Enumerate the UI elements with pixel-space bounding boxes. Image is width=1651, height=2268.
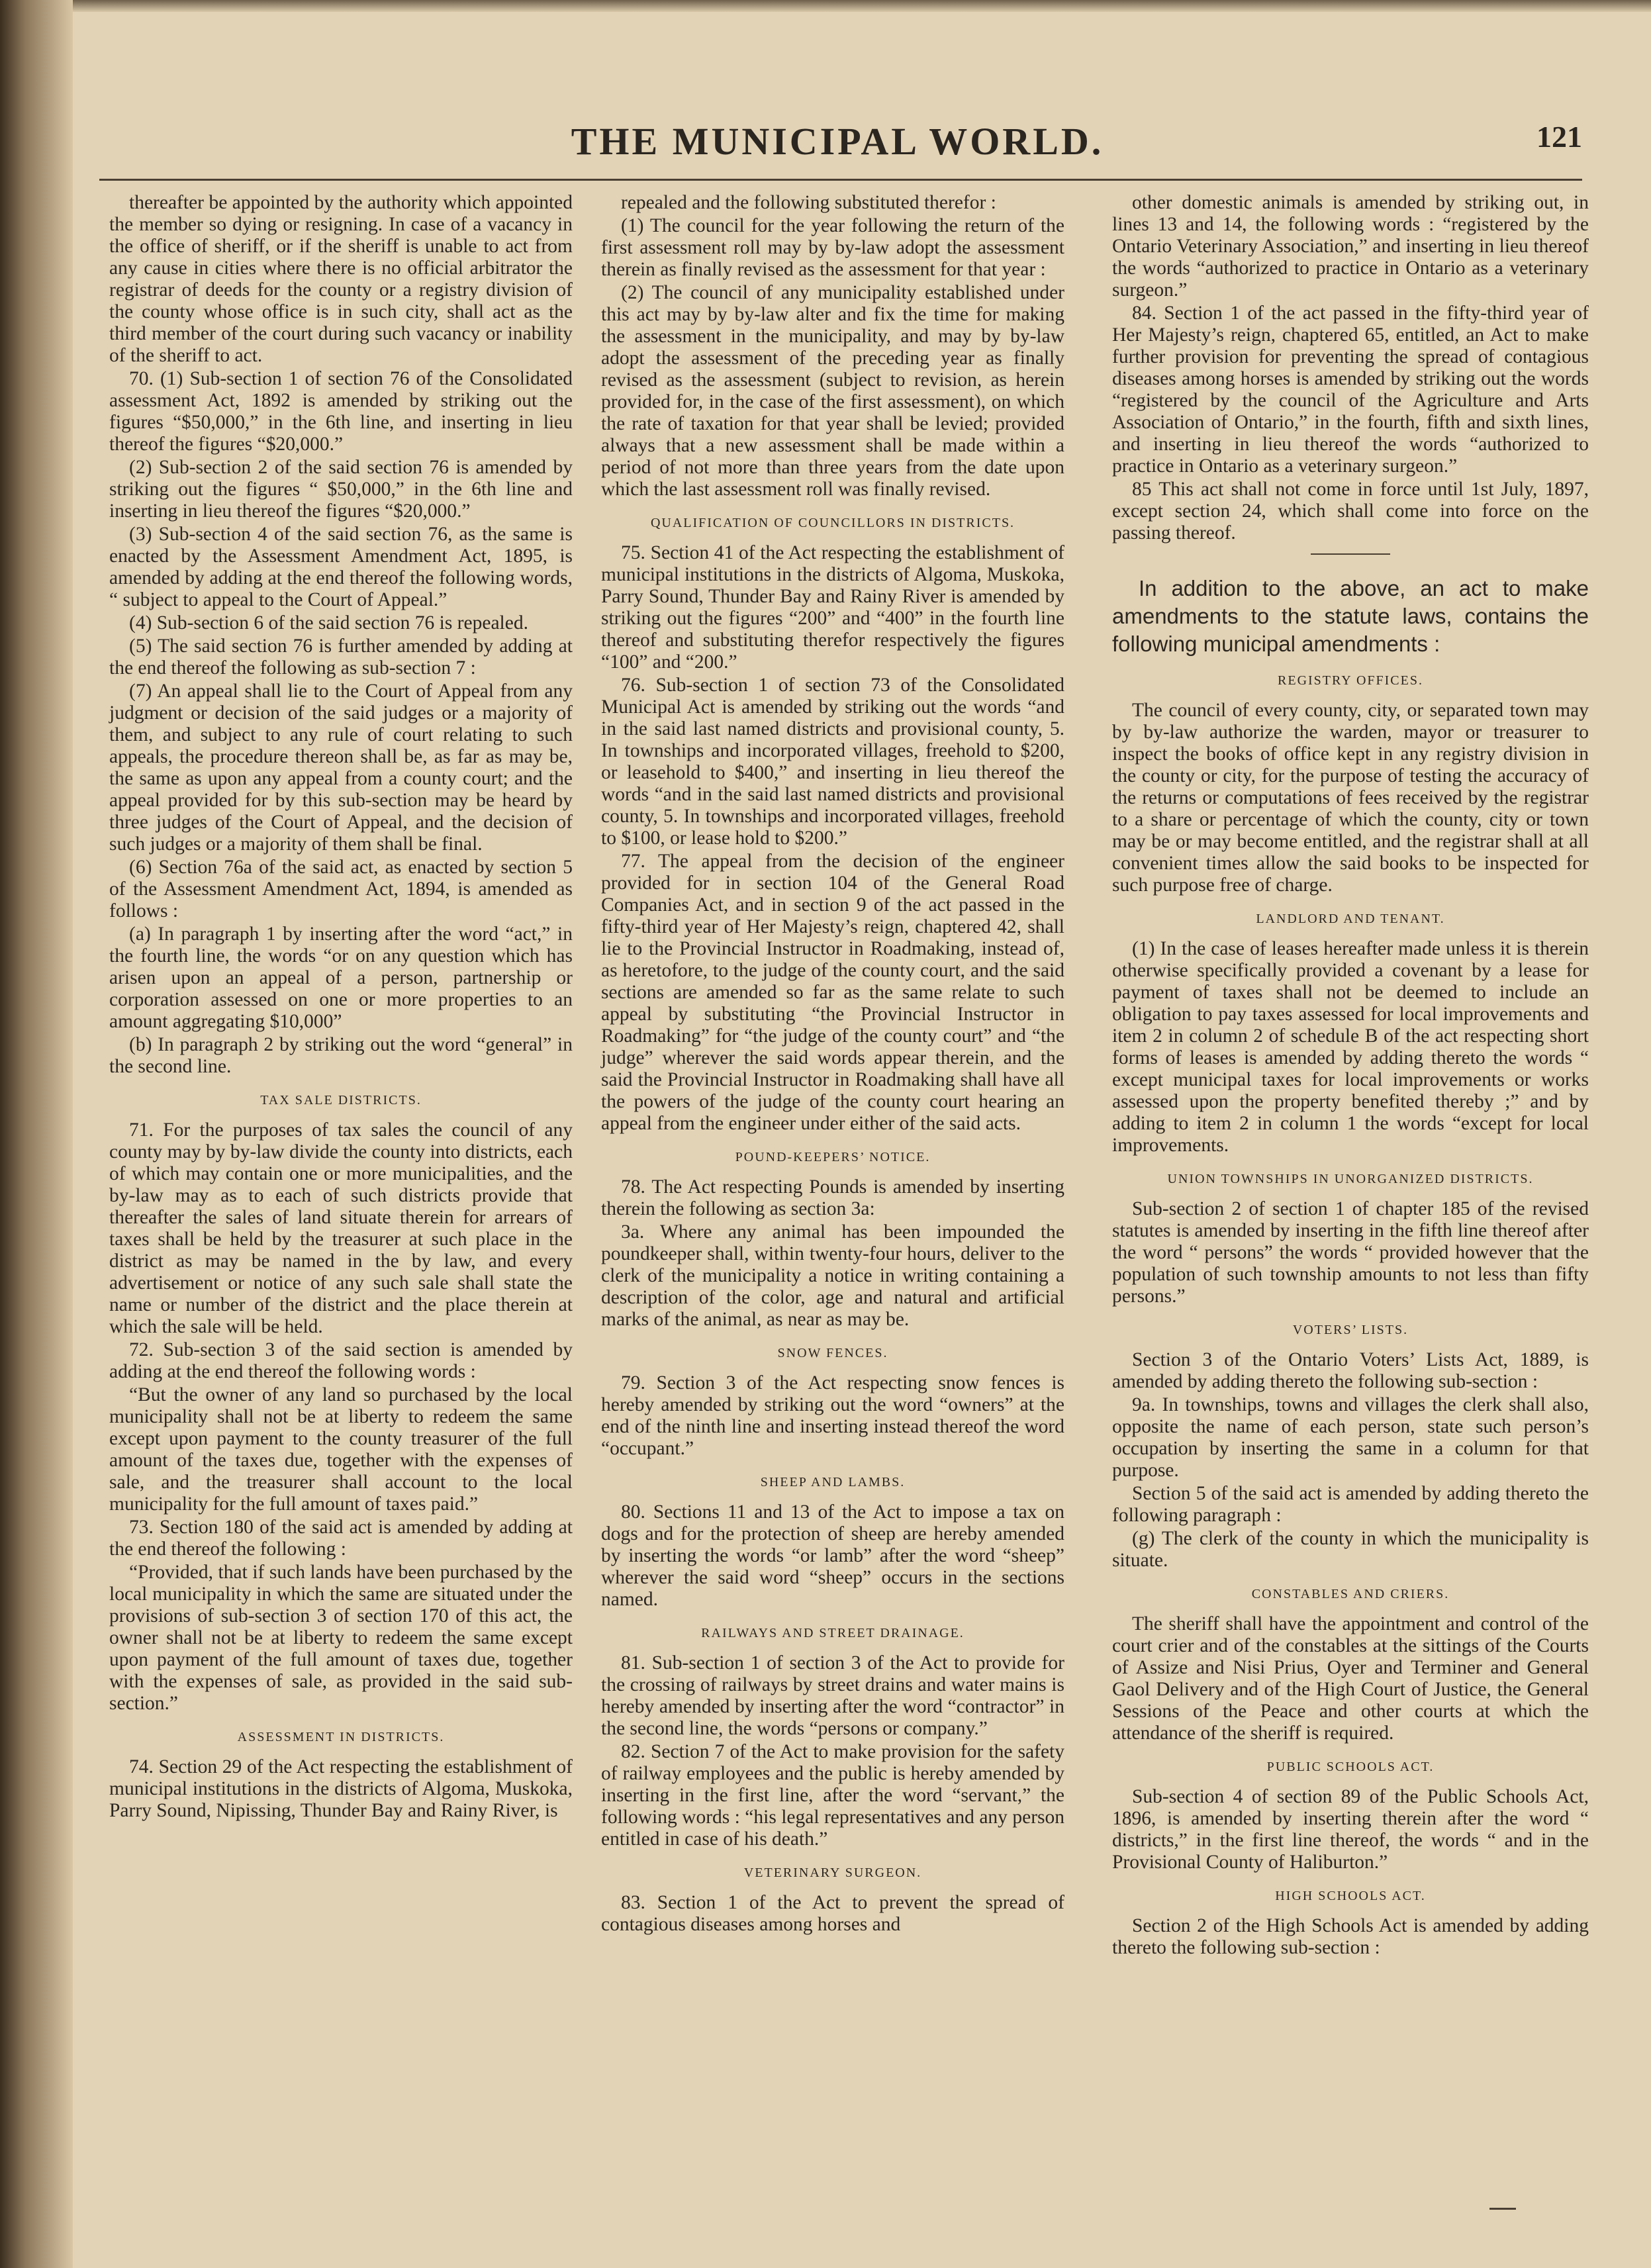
paragraph: 84. Section 1 of the act passed in the fifty-third year of Her Majesty’s reign, chaptered 65, entitled, an Act to make further provision for preventing the spread of contagious diseases among horses is amended by striking out the words “registered by the council of the Agriculture and Arts Association of Ontario,” in the fourth, fifth and sixth lines, and inserting in lieu thereof the words “authorized to practice in Ontario as a veterinary surgeon.” [1112, 303, 1589, 477]
lead-paragraph: In addition to the above, an act to make amendments to the statute laws, contains the following municipal amendments : [1112, 576, 1589, 656]
paragraph: The council of every county, city, or separated town may by by-law authorize the warden, mayor or treasurer to inspect the books of office kept in any registry division in the county or city, for the purpose of testing the accuracy of the returns or computations of fees received by the registrar to a share or percentage of which the county, city or town may be or may become entitled, and the registrar shall at all convenient times allow the said books to be inspected for such purpose free of charge. [1112, 700, 1589, 896]
paragraph: 82. Section 7 of the Act to make provision for the safety of railway employees and the public is hereby amended by inserting in the first line, after the word “servant,” the following words : “his legal representatives and any person entitled in case of his death.” [601, 1741, 1064, 1850]
paragraph: (4) Sub-section 6 of the said section 76 is repealed. [129, 612, 528, 634]
paragraph: 71. For the purposes of tax sales the council of any county may by by-law divide the county into districts, each of which may contain one or more municipalities, and the by-law may as to each of such districts provide that thereafter the sales of land situate therein for arrears of taxes shall be held by the treasurer at such place in the district as may be named in the by law, and every advertisement or notice of any such sale shall state the name or number of the district and the place therein at which the sale will be held. [109, 1119, 573, 1337]
paragraph: 77. The appeal from the decision of the engineer provided for in section 104 of the General Road Companies Act, and in section 9 of the act passed in the fifty-third year of Her Majesty’s reign, chaptered 42, shall lie to the Provincial Instructor in Roadmaking, instead of, as heretofore, to the judge of the county court, and the said sections are amended so far as the same relate to such appeal by substituting “the Provincial Instructor in Roadmaking” for “the judge of the county court” and “the judge” wherever the said words appear therein, and the said the Provincial Instructor in Roadmaking shall have all the powers of the judge of the county court hearing an appeal from the engineer under either of the said acts. [601, 851, 1064, 1134]
paragraph: Section 5 of the said act is amended by adding thereto the following paragraph : [1112, 1483, 1589, 1526]
paragraph: (1) The council for the year following the return of the first assessment roll may by by-law adopt the assessment therein as finally revised as the assessment for that year : [601, 215, 1064, 280]
paragraph: (5) The said section 76 is further amended by adding at the end thereof the following as sub-section 7 : [109, 636, 573, 679]
paragraph: 78. The Act respecting Pounds is amended by inserting therein the following as section 3a: [601, 1176, 1064, 1219]
paragraph: repealed and the following substituted therefor : [621, 192, 996, 213]
paragraph: 9a. In townships, towns and villages the clerk shall also, opposite the name of each person, state such person’s occupation by inserting the same in a column for that purpose. [1112, 1394, 1589, 1481]
section-heading: POUND-KEEPERS’ NOTICE. [735, 1150, 931, 1164]
section-heading: CONSTABLES AND CRIERS. [1251, 1587, 1450, 1601]
column-left [109, 192, 573, 1823]
paragraph: (1) In the case of leases hereafter made unless it is therein otherwise specifically provided a covenant by a lease for payment of taxes shall not be deemed to include an obligation to pay taxes assessed for local improvements and item 2 in column 2 of schedule B of the act respecting short forms of leases is amended by adding thereto the words “ except municipal taxes for local improvements or works assessed upon the property benefited thereby ;” and by adding to item 2 in column 1 the words “except for local improvements. [1112, 938, 1589, 1156]
page-end-mark [1489, 2208, 1516, 2210]
binding-shadow [0, 0, 73, 2268]
page-header [93, 119, 1582, 172]
paragraph: (6) Section 76a of the said act, as enacted by section 5 of the Assessment Amendment Act, 1894, is amended as follows : [109, 857, 573, 921]
section-heading: HIGH SCHOOLS ACT. [1275, 1889, 1426, 1903]
section-heading: VOTERS’ LISTS. [1292, 1323, 1409, 1337]
section-heading: REGISTRY OFFICES. [1278, 673, 1423, 688]
paragraph: 79. Section 3 of the Act respecting snow fences is hereby amended by striking out the word “owners” at the end of the ninth line and inserting instead thereof the word “occupant.” [601, 1372, 1064, 1459]
paragraph: (g) The clerk of the county in which the municipality is situate. [1112, 1528, 1589, 1571]
page-title: THE MUNICIPAL WORLD. [571, 120, 1104, 163]
column-middle [601, 192, 1064, 1937]
paragraph: 80. Sections 11 and 13 of the Act to impose a tax on dogs and for the protection of sheep are hereby amended by inserting the words “or lamb” after the word “sheep” wherever the said word “sheep” occurs in the sections named. [601, 1501, 1064, 1610]
header-rule [99, 179, 1582, 181]
section-heading: TAX SALE DISTRICTS. [260, 1093, 422, 1108]
paragraph: 72. Sub-section 3 of the said section is amended by adding at the end thereof the following words : [109, 1339, 573, 1382]
section-heading: ASSESSMENT IN DISTRICTS. [237, 1730, 445, 1744]
paragraph: Sub-section 2 of section 1 of chapter 185 of the revised statutes is amended by inserting in the fifth line thereof after the word “ persons” the words “ provided however that the population of such township amounts to not less than fifty persons.” [1112, 1198, 1589, 1307]
paragraph: (7) An appeal shall lie to the Court of Appeal from any judgment or decision of the said judges or a majority of them, and subject to any rule of court relating to such appeals, the procedure thereon shall be, as far as may be, the same as upon any appeal from a county court; and the appeal provided for by this sub-section may be heard by three judges of the Court of Appeal, and the decision of such judges or a majority of them shall be final. [109, 681, 573, 855]
paragraph: 81. Sub-section 1 of section 3 of the Act to provide for the crossing of railways by street drains and water mains is hereby amended by inserting after the word “contractor” in the second line, the words “persons or company.” [601, 1652, 1064, 1739]
paragraph: 76. Sub-section 1 of section 73 of the Consolidated Municipal Act is amended by striking out the words “and in the said last named districts and provisional county, 5. In townships and incorporated villages, freehold to $200, or leasehold to $400,” and inserting in lieu thereof the words “and in the said last named districts and provisional county, 5. In townships and incorporated villages, freehold to $100, or lease hold to $200.” [601, 675, 1064, 849]
paragraph: (b) In paragraph 2 by striking out the word “general” in the second line. [109, 1034, 573, 1077]
section-divider [1311, 553, 1390, 555]
section-heading: VETERINARY SURGEON. [743, 1866, 922, 1880]
paragraph: (3) Sub-section 4 of the said section 76, as the same is enacted by the Assessment Amendment Act, 1895, is amended by adding at the end thereof the following words, “ subject to appeal to the Court of Appeal.” [109, 524, 573, 610]
paragraph: 83. Section 1 of the Act to prevent the spread of contagious diseases among horses and [601, 1892, 1064, 1935]
section-heading: SHEEP AND LAMBS. [760, 1475, 906, 1489]
paragraph: (a) In paragraph 1 by inserting after the word “act,” in the fourth line, the words “or on any question which has arisen upon an appeal of a person, partnership or corporation assessed on one or more properties to an amount aggregating $10,000” [109, 923, 573, 1032]
section-heading: PUBLIC SCHOOLS ACT. [1266, 1760, 1435, 1774]
paragraph: Sub-section 4 of section 89 of the Public Schools Act, 1896, is amended by inserting therein after the word “ districts,” in the first line thereof, the words “ and in the Provisional County of Haliburton.” [1112, 1786, 1589, 1873]
column-right [1112, 192, 1589, 1960]
paragraph: other domestic animals is amended by striking out, in lines 13 and 14, the following words : “registered by the Ontario Veterinary Association,” and inserting in lieu thereof the words “authorized to practice in Ontario as a veterinary surgeon.” [1112, 192, 1589, 301]
section-heading: SNOW FENCES. [777, 1346, 888, 1360]
section-heading: QUALIFICATION OF COUNCILLORS IN DISTRICTS. [650, 516, 1015, 530]
page-number: 121 [1536, 120, 1582, 154]
section-heading: UNION TOWNSHIPS IN UNORGANIZED DISTRICTS. [1167, 1172, 1534, 1186]
paragraph: (2) Sub-section 2 of the said section 76 is amended by striking out the figures “ $50,000,” in the 6th line and inserting in lieu thereof the figures “$20,000.” [109, 457, 573, 522]
paragraph: Section 2 of the High Schools Act is amended by adding thereto the following sub-section : [1112, 1915, 1589, 1958]
paragraph: 85 This act shall not come in force until 1st July, 1897, except section 24, which shall come into force on the passing thereof. [1112, 479, 1589, 543]
paragraph: Section 3 of the Ontario Voters’ Lists Act, 1889, is amended by adding thereto the following sub-section : [1112, 1349, 1589, 1392]
paragraph: 74. Section 29 of the Act respecting the establishment of municipal institutions in the districts of Algoma, Muskoka, Parry Sound, Nipissing, Thunder Bay and Rainy River, is [109, 1756, 573, 1821]
paragraph: (2) The council of any municipality established under this act may by by-law alter and fix the time for making the assessment in the municipality, and may by by-law adopt the assessment of the preceding year as finally revised as the assessment (subject to revision, as herein provided for, in the case of the first assessment), on which the rate of taxation for that year shall be levied; provided always that a new assessment shall be made within a period of not more than three years from the date upon which the last assessment roll was finally revised. [601, 282, 1064, 500]
paragraph: thereafter be appointed by the authority which appointed the member so dying or resigning. In case of a vacancy in the office of sheriff, or if the sheriff is unable to act from any cause in cities where there is no official arbitrator the registrar of deeds for the county or a registry division of the county whose office is in such city, shall act as the third member of the court during such vacancy or inability of the sheriff to act. [109, 192, 573, 366]
section-heading: RAILWAYS AND STREET DRAINAGE. [701, 1626, 965, 1640]
paragraph: “Provided, that if such lands have been purchased by the local municipality in which the same are situated under the provisions of sub-section 3 of section 170 of this act, the owner shall not be at liberty to redeem the same except upon payment of the full amount of taxes due, together with the expenses of sale, as provided in the said sub-section.” [109, 1562, 573, 1714]
paragraph: 75. Section 41 of the Act respecting the establishment of municipal institutions in the districts of Algoma, Muskoka, Parry Sound, Thunder Bay and Rainy River is amended by striking out the figures “200” and “400” in the fourth line thereof and substituting therefor respectively the figures “100” and “200.” [601, 542, 1064, 673]
paragraph: 73. Section 180 of the said act is amended by adding at the end thereof the following : [109, 1517, 573, 1560]
paragraph: 3a. Where any animal has been impounded the poundkeeper shall, within twenty-four hours, deliver to the clerk of the municipality a notice in writing containing a description of the color, age and natural and artificial marks of the animal, as near as may be. [601, 1221, 1064, 1330]
paragraph: 70. (1) Sub-section 1 of section 76 of the Consolidated assessment Act, 1892 is amended by striking out the figures “$50,000,” in the 6th line, and inserting in lieu thereof the figures “$20,000.” [109, 368, 573, 455]
section-heading: LANDLORD AND TENANT. [1256, 912, 1445, 926]
paragraph: “But the owner of any land so purchased by the local municipality shall not be at liberty to redeem the same except upon payment to the county treasurer of the full amount of the taxes due, together with the expenses of sale, and the treasurer shall account to the local municipality for the full amount of taxes paid.” [109, 1384, 573, 1515]
paragraph: The sheriff shall have the appointment and control of the court crier and of the constables at the sittings of the Courts of Assize and Nisi Prius, Oyer and Terminer and General Gaol Delivery and of the High Court of Justice, the General Sessions of the Peace and other courts at which the attendance of the sheriff is required. [1112, 1613, 1589, 1744]
page-top-edge [0, 0, 1651, 12]
